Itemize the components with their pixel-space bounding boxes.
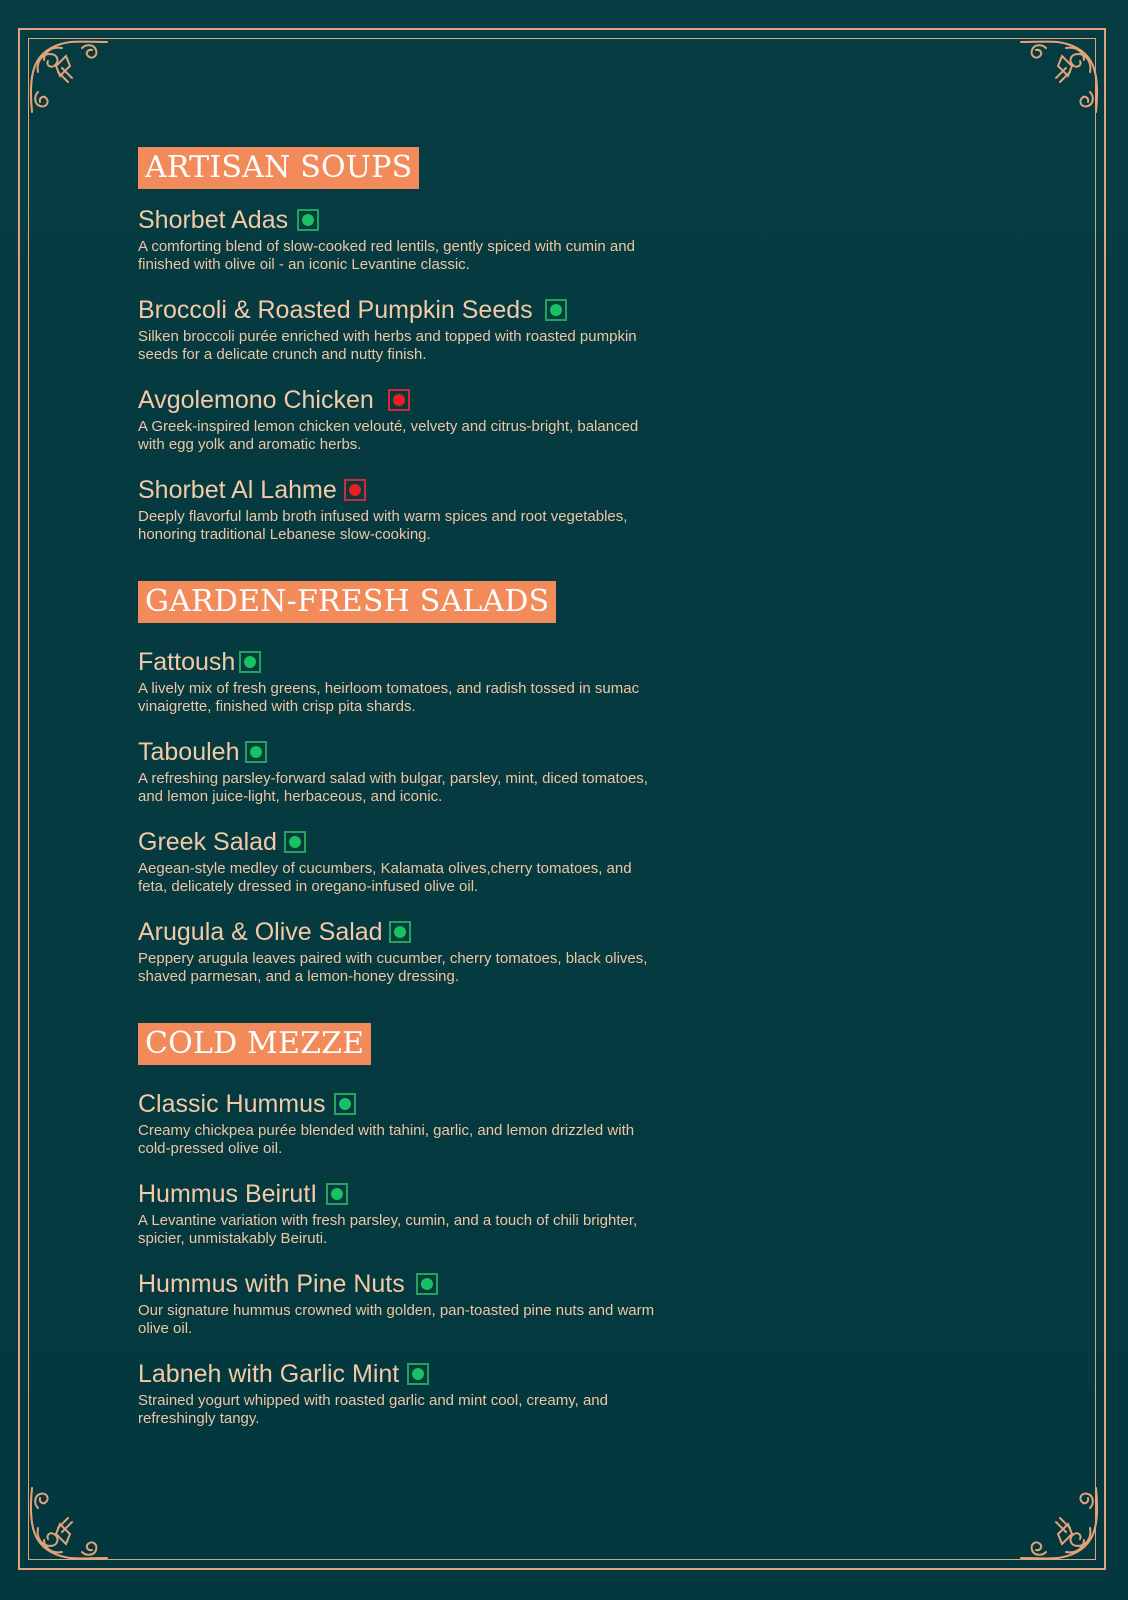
menu-item [138, 1357, 658, 1428]
item-description: Creamy chickpea purée blended with tahini, garlic, and lemon drizzled with cold-pressed olive oil. [138, 1122, 635, 1157]
menu-item [138, 735, 658, 806]
section-artisan-soups [138, 147, 658, 544]
nonveg-icon [344, 479, 366, 501]
corner-flourish-icon [22, 32, 112, 122]
item-description: Strained yogurt whipped with roasted garlic and mint cool, creamy, and refreshingly tangy. [138, 1392, 608, 1427]
veg-icon [334, 1093, 356, 1115]
menu-item [138, 825, 658, 896]
item-name: Broccoli & Roasted Pumpkin Seeds [138, 295, 533, 324]
menu-item [138, 1177, 658, 1248]
item-name: Shorbet Adas [138, 205, 289, 234]
section-cold-mezze [138, 1023, 658, 1428]
section-title: ARTISAN SOUPS [138, 147, 419, 189]
item-description: A lively mix of fresh greens, heirloom tomatoes, and radish tossed in sumac vinaigrette, finished with crisp pita shards. [138, 680, 640, 715]
item-name: Greek Salad [138, 827, 277, 856]
veg-icon [545, 299, 567, 321]
item-name: Shorbet Al Lahme [138, 475, 337, 504]
item-name: Tabouleh [138, 737, 240, 766]
corner-flourish-icon [22, 1478, 112, 1568]
veg-icon [245, 741, 267, 763]
item-description: Deeply flavorful lamb broth infused with warm spices and root vegetables, honoring traditional Lebanese slow-cooking. [138, 508, 628, 543]
item-description: A Greek-inspired lemon chicken velouté, velvety and citrus-bright, balanced with egg yolk and aromatic herbs. [138, 418, 639, 453]
menu-item [138, 1087, 658, 1158]
item-name: Classic Hummus [138, 1089, 326, 1118]
menu-item [138, 473, 658, 544]
veg-icon [389, 921, 411, 943]
veg-icon [284, 831, 306, 853]
item-name: Hummus BeirutI [138, 1179, 318, 1208]
menu-content [138, 147, 658, 1447]
menu-item [138, 203, 658, 274]
menu-item [138, 645, 658, 716]
menu-item [138, 383, 658, 454]
item-name: Labneh with Garlic Mint [138, 1359, 400, 1388]
veg-icon [416, 1273, 438, 1295]
corner-flourish-icon [1016, 32, 1106, 122]
item-name: Arugula & Olive Salad [138, 917, 383, 946]
item-name: Fattoush [138, 647, 236, 676]
corner-flourish-icon [1016, 1478, 1106, 1568]
item-description: A refreshing parsley-forward salad with bulgar, parsley, mint, diced tomatoes, and lemon juice-light, herbaceous, and iconic. [138, 770, 648, 805]
section-garden-fresh-salads [138, 581, 658, 986]
menu-item [138, 915, 658, 986]
menu-item [138, 293, 658, 364]
nonveg-icon [388, 389, 410, 411]
item-name: Hummus with Pine Nuts [138, 1269, 405, 1298]
item-description: Peppery arugula leaves paired with cucumber, cherry tomatoes, black olives, shaved parmesan, and a lemon-honey dressing. [138, 950, 648, 985]
item-description: Silken broccoli purée enriched with herbs and topped with roasted pumpkin seeds for a delicate crunch and nutty finish. [138, 328, 637, 363]
veg-icon [326, 1183, 348, 1205]
menu-item [138, 1267, 658, 1338]
veg-icon [239, 651, 261, 673]
item-name: Avgolemono Chicken [138, 385, 374, 414]
item-description: A Levantine variation with fresh parsley, cumin, and a touch of chili brighter, spicier, unmistakably Beiruti. [138, 1212, 638, 1247]
section-title: GARDEN-FRESH SALADS [138, 581, 556, 623]
item-description: Aegean-style medley of cucumbers, Kalamata olives,cherry tomatoes, and feta, delicately dressed in oregano-infused olive oil. [138, 860, 632, 895]
veg-icon [297, 209, 319, 231]
veg-icon [407, 1363, 429, 1385]
section-title: COLD MEZZE [138, 1023, 371, 1065]
item-description: A comforting blend of slow-cooked red lentils, gently spiced with cumin and finished with olive oil - an iconic Levantine classic. [138, 238, 635, 273]
item-description: Our signature hummus crowned with golden, pan-toasted pine nuts and warm olive oil. [138, 1302, 655, 1337]
